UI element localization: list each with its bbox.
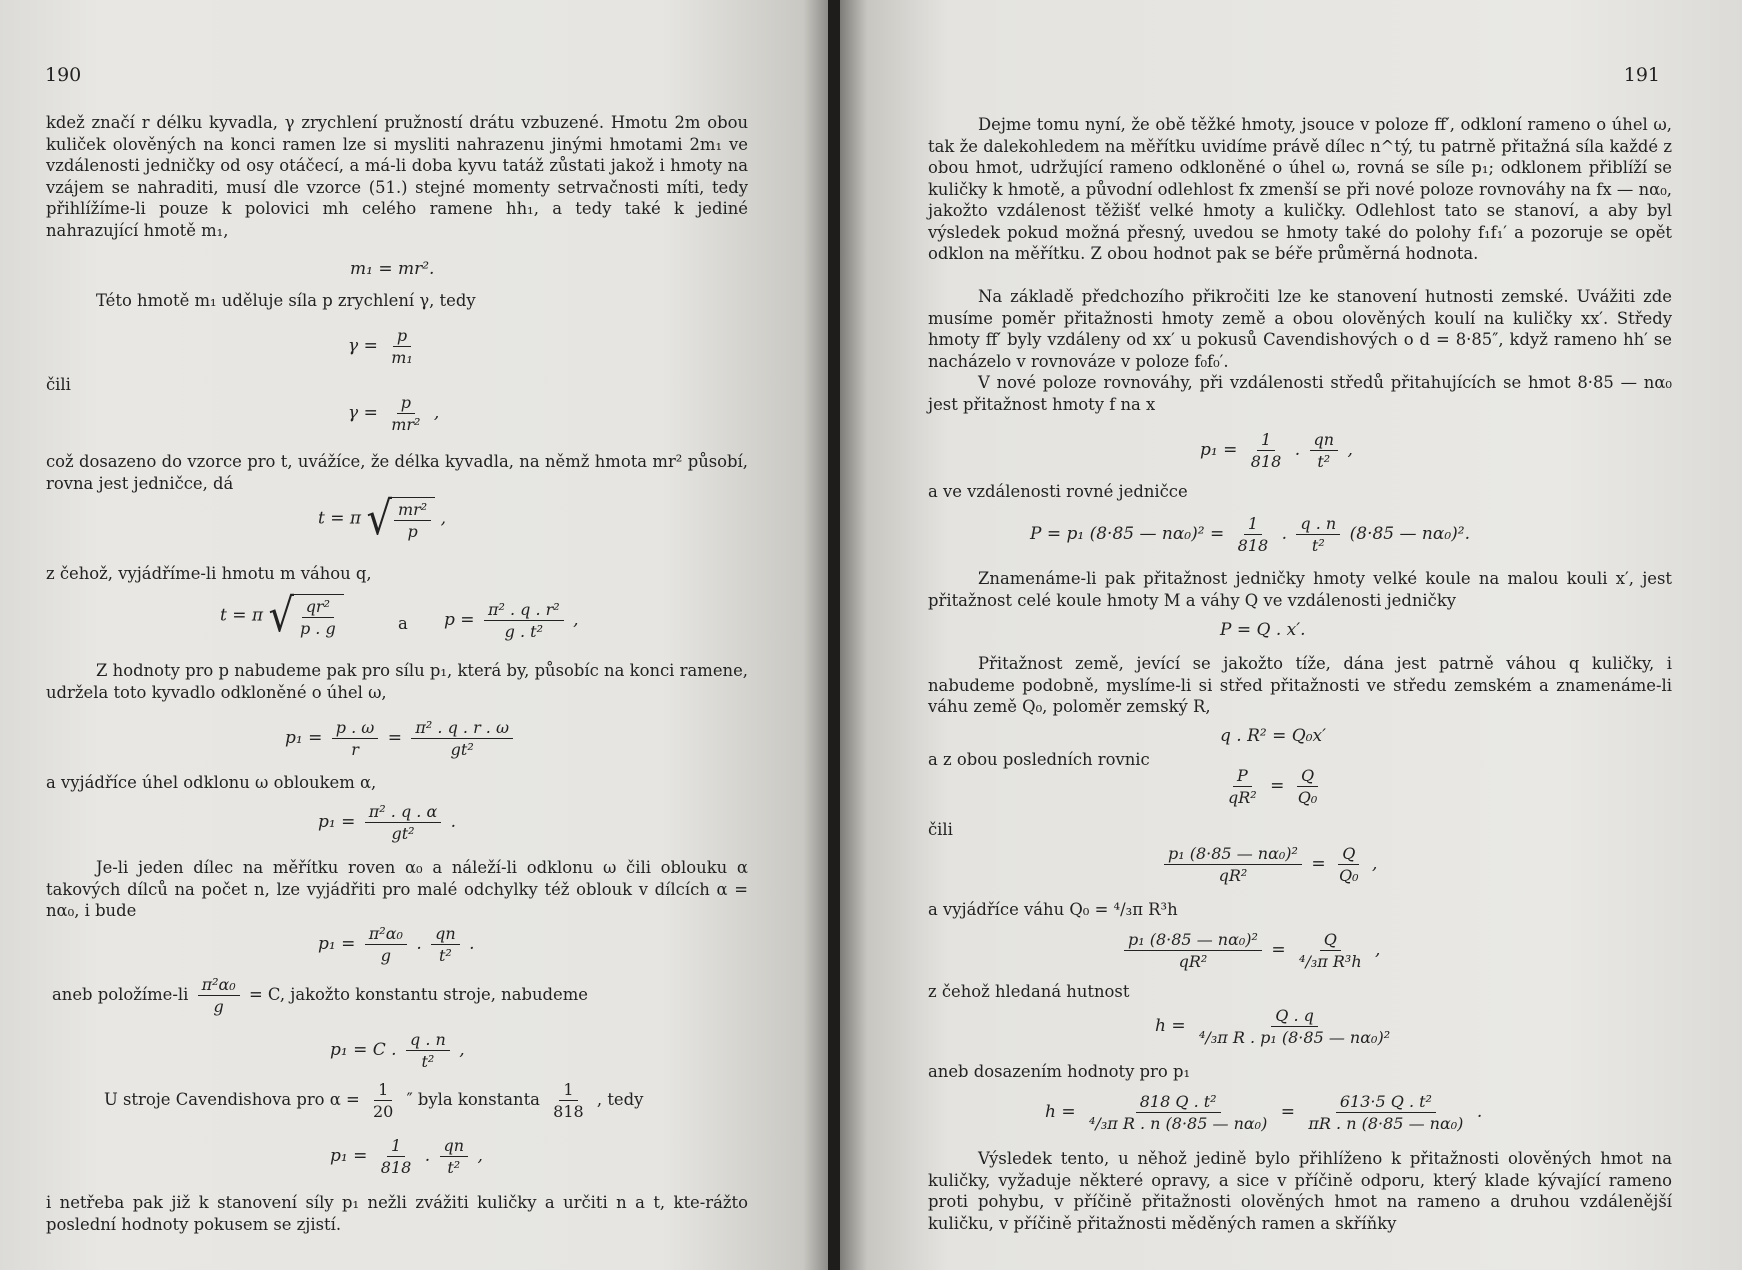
paragraph: Přitažnost země, jevící se jakožto tíže, dána jest patrně váhou q kuličky, i nabudeme podobně, myslíme-li si střed přitažnosti ve středu zemském a znamenáme-li váhu země Q₀, poloměr zemský R, bbox=[928, 654, 1672, 716]
equation: p₁ = $\frac{1}{818}$ . $\frac{qn}{\text{t²}}$ , bbox=[1200, 430, 1353, 471]
equation: h = $\frac{Q . q}{\text{⁴/₃π R . p₁ (8·85 — nα₀)²}}$ bbox=[1155, 1006, 1391, 1047]
equation: P = Q . x′. bbox=[1220, 620, 1306, 640]
paragraph: Dejme tomu nyní, že obě těžké hmoty, jsouce v poloze ff′, odkloní rameno o úhel ω, tak že dalekohledem na měřítku uvidíme právě dílec n^tý, tu patrně přitažná síla každé z obou hmot, udržující rameno odkloněné o úhel ω, rovná se síle p₁; odklonem přiblíží se kuličky k hmotě, a původní odlehlost fx zmenší se při nové poloze rovnováhy na fx — nα₀, jakožto vzdálenost těžišť velké hmoty a kuličky. Odlehlost tato se stanoví, a aby byl výsledek pokud možná přesný, uvedou se hmoty také do polohy f₁f₁′ a pozoruje se opět odklon na měřítku. Z obou hodnot pak se béře průměrná hodnota. bbox=[928, 115, 1672, 263]
equation: m₁ = mr². bbox=[350, 259, 435, 279]
label: a ve vzdálenosti rovné jedničce bbox=[928, 482, 1188, 501]
paragraph: Znamenáme-li pak přitažnost jedničky hmoty velké koule na malou kouli x′, jest přitažnost celé koule hmoty M a váhy Q ve vzdálenosti jedničky bbox=[928, 569, 1672, 610]
right-page bbox=[840, 0, 1742, 1270]
paragraph: Této hmotě m₁ uděluje síla p zrychlení γ, tedy bbox=[96, 291, 476, 310]
inline-equation-line: aneb položíme-li $\frac{\text{π²α₀}}{g}$ = C, jakožto konstantu stroje, nabudeme bbox=[52, 975, 588, 1016]
paragraph: což dosazeno do vzorce pro t, uvážíce, že délka kyvadla, na němž hmota mr² působí, rovna jest jedničce, dá bbox=[46, 452, 748, 493]
equation: p₁ = $\frac{1}{818}$ . $\frac{qn}{\text{t²}}$ , bbox=[330, 1136, 483, 1177]
inline-equation-line: U stroje Cavendishova pro α = $\frac{1}{20}$ ″ byla konstanta $\frac{1}{818}$ , tedy bbox=[104, 1080, 644, 1121]
page-number: 191 bbox=[1623, 64, 1660, 86]
equation: $\frac{\text{p₁ (8·85 — nα₀)²}}{\text{qR²}}$ = $\frac{Q}{\text{Q₀}}$ , bbox=[1160, 844, 1377, 885]
paragraph: Na základě předchozího přikročiti lze ke stanovení hutnosti zemské. Uvážiti zde musíme poměr přitažnosti hmoty země a obou olověných koulí na kuličky xx′. Středy hmoty ff′ byly vzdáleny od xx′ u pokusů Cavendishových o d = 8·85″, když rameno hh′ se nacházelo v rovnováze v poloze f₀f₀′. bbox=[928, 287, 1672, 371]
paragraph: i netřeba pak již k stanovení síly p₁ nežli zvážiti kuličky a určiti n a t, kte-rážto poslední hodnoty pokusem se zjistí. bbox=[46, 1193, 748, 1234]
label: a vyjádříce váhu Q₀ = ⁴/₃π R³h bbox=[928, 900, 1178, 919]
equation: $\frac{P}{\text{qR²}}$ = $\frac{Q}{\text{Q₀}}$ bbox=[1228, 766, 1318, 807]
equation: γ = $\frac{p}{\text{m₁}}$ bbox=[348, 326, 413, 367]
equation: p₁ = $\frac{\text{π²α₀}}{g}$ . $\frac{qn}{\text{t²}}$ . bbox=[318, 924, 475, 965]
paragraph: kdež značí r délku kyvadla, γ zrychlení pružností drátu vzbuzené. Hmotu 2m obou kuliček olověných na konci ramen lze si mysliti nahrazenu jinými hmotami 2m₁ ve vzdálenosti jedničky od osy otáčecí, a má-li doba kyvu tatáž zůstati jakož i hmoty na vzájem se nahraditi, musí dle vzorce (51.) stejné momenty setrvačnosti míti, tedy přihlížíme-li pouze k polovici mh celého ramene hh₁, a tedy také k jediné nahrazující hmotě m₁, bbox=[46, 113, 748, 240]
paragraph: a vyjádříce úhel odklonu ω obloukem α, bbox=[46, 773, 377, 792]
left-page bbox=[0, 0, 828, 1270]
label: a z obou posledních rovnic bbox=[928, 750, 1150, 769]
label: aneb dosazením hodnoty pro p₁ bbox=[928, 1062, 1191, 1081]
paragraph: Je-li jeden dílec na měřítku roven α₀ a náleží-li odklonu ω čili oblouku α takových dílců na počet n, lze vyjádřiti pro malé odchylky též oblouk v dílcích α = nα₀, i bude bbox=[46, 858, 748, 920]
equation: h = $\frac{\text{818 Q . t²}}{\text{⁴/₃π R . n (8·85 — nα₀)}}$ = $\frac{\text{613·5 Q . t²}}{\text{πR . n (8·85 — nα₀)}}$ . bbox=[1045, 1092, 1483, 1133]
equation: p₁ = $\frac{\text{π² . q . α}}{\text{gt²}}$ . bbox=[318, 802, 457, 843]
label: a bbox=[398, 614, 408, 633]
equation: p₁ = $\frac{p . \omega}{r}$ = $\frac{\text{π² . q . r . ω}}{\text{gt²}}$ bbox=[285, 718, 517, 759]
equation: t = π √ $\frac{\text{qr²}}{p . g}$ bbox=[220, 594, 344, 638]
book-gutter bbox=[828, 0, 840, 1270]
label: čili bbox=[928, 820, 953, 839]
equation: q . R² = Q₀x′ bbox=[1220, 726, 1326, 746]
paragraph: Z hodnoty pro p nabudeme pak pro sílu p₁, která by, působíc na konci ramene, udržela toto kyvadlo odkloněné o úhel ω, bbox=[46, 661, 748, 702]
equation: p = $\frac{\text{π² . q . r²}}{\text{g . t²}}$ , bbox=[444, 600, 579, 641]
equation: γ = $\frac{p}{\text{mr²}}$ , bbox=[348, 393, 440, 434]
label: čili bbox=[46, 375, 71, 394]
paragraph: Výsledek tento, u něhož jedině bylo přihlíženo k přitažnosti olověných hmot na kuličky, vyžaduje některé opravy, a sice v příčině odporu, který klade kývající rameno proti pohybu, v příčině přitažnosti olověných hmot na rameno a druhou vzdálenější kuličku, v příčině přitažnosti měděných ramen a skříňky bbox=[928, 1149, 1672, 1233]
page-number: 190 bbox=[45, 64, 82, 86]
equation: $\frac{\text{p₁ (8·85 — nα₀)²}}{\text{qR²}}$ = $\frac{Q}{\text{⁴/₃π R³h}}$ , bbox=[1120, 930, 1380, 971]
equation: P = p₁ (8·85 — nα₀)² = $\frac{1}{818}$ . $\frac{q . n}{\text{t²}}$ (8·85 — nα₀)². bbox=[1030, 514, 1471, 555]
label: z čehož hledaná hutnost bbox=[928, 982, 1130, 1001]
equation: t = π √ $\frac{\text{mr²}}{p}$ , bbox=[318, 492, 447, 546]
paragraph: V nové poloze rovnováhy, při vzdálenosti středů přitahujících se hmot 8·85 — nα₀ jest přitažnost hmoty f na x bbox=[928, 373, 1672, 414]
paragraph: z čehož, vyjádříme-li hmotu m váhou q, bbox=[46, 564, 372, 583]
equation: p₁ = C . $\frac{q . n}{\text{t²}}$ , bbox=[330, 1030, 465, 1071]
